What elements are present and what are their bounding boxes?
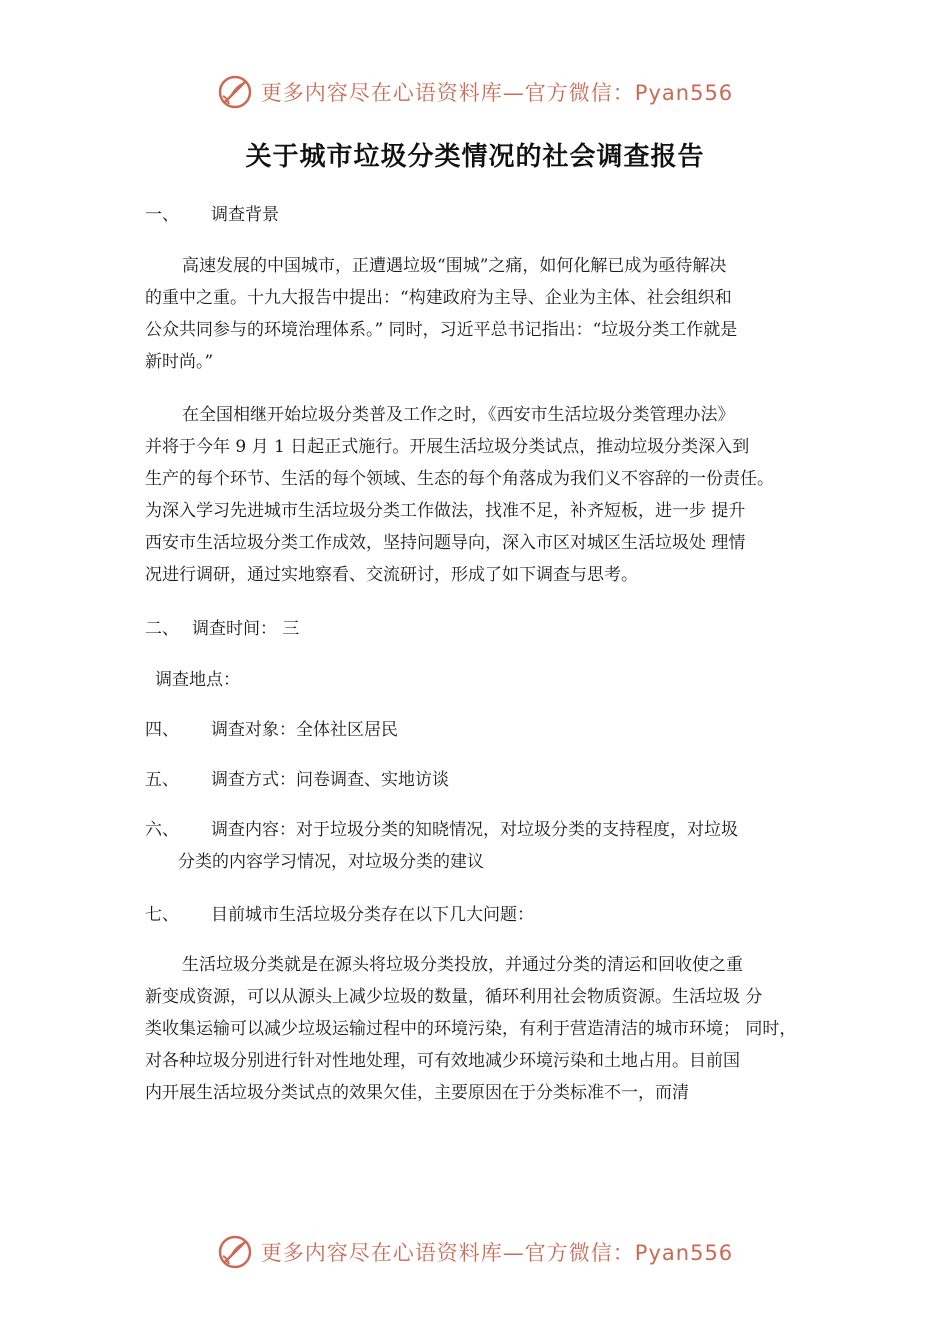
section-heading xyxy=(145,203,279,227)
section-title: 调查方式：问卷调查、实地访谈 xyxy=(211,770,449,790)
paragraph-line: 西安市生活垃圾分类工作成效，坚持问题导向，深入市区对城区生活垃圾处 理情 xyxy=(145,533,746,553)
paragraph-line: 公众共同参与的环境治理体系。” 同时，习近平总书记指出：“垃圾分类工作就是 xyxy=(145,320,738,340)
section-continuation: 分类的内容学习情况，对垃圾分类的建议 xyxy=(178,852,484,872)
section-title: 目前城市生活垃圾分类存在以下几大问题： xyxy=(211,905,534,925)
paragraph-line: 类收集运输可以减少垃圾运输过程中的环境污染，有利于营造清洁的城市环境； 同时， xyxy=(145,1019,797,1039)
page-title: 关于城市垃圾分类情况的社会调查报告 xyxy=(245,142,705,172)
paragraph-line: 内开展生活垃圾分类试点的效果欠佳，主要原因在于分类标准不一，而清 xyxy=(145,1083,689,1103)
paragraph-line: 高速发展的中国城市，正遭遇垃圾“围城”之痛，如何化解已成为亟待解决 xyxy=(182,256,727,276)
section-heading xyxy=(145,768,449,792)
quill-logo-icon xyxy=(217,74,253,110)
paragraph-line: 况进行调研，通过实地察看、交流研讨，形成了如下调查与思考。 xyxy=(145,565,638,585)
section-heading xyxy=(145,617,299,641)
section-title: 调查对象：全体社区居民 xyxy=(211,720,398,740)
section-heading xyxy=(155,668,240,692)
paragraph-line: 在全国相继开始垃圾分类普及工作之时，《西安市生活垃圾分类管理办法》 xyxy=(182,405,735,425)
paragraph-line: 并将于今年 9 月 1 日起正式施行。开展生活垃圾分类试点，推动垃圾分类深入到 xyxy=(145,437,750,457)
section-title: 调查时间： 三 xyxy=(192,619,300,639)
paragraph-line: 新时尚。” xyxy=(145,352,214,372)
section-number: 一、 xyxy=(145,205,179,225)
section-number: 五、 xyxy=(145,770,179,790)
section-number: 二、 xyxy=(145,619,179,639)
section-number: 四、 xyxy=(145,720,179,740)
paragraph-line: 生活垃圾分类就是在源头将垃圾分类投放，并通过分类的清运和回收使之重 xyxy=(182,955,743,975)
section-title: 调查地点： xyxy=(155,670,240,690)
watermark-text: 更多内容尽在心语资料库—官方微信：Pyan556 xyxy=(260,81,734,105)
section-heading xyxy=(145,818,738,842)
section-title: 调查内容：对于垃圾分类的知晓情况，对垃圾分类的支持程度，对垃圾 xyxy=(211,820,738,840)
section-number: 七、 xyxy=(145,905,179,925)
paragraph-line: 对各种垃圾分别进行针对性地处理，可有效地减少环境污染和土地占用。目前国 xyxy=(145,1051,740,1071)
section-heading xyxy=(145,718,398,742)
section-title: 调查背景 xyxy=(211,205,279,225)
section-number: 六、 xyxy=(145,820,179,840)
quill-logo-icon xyxy=(217,1234,253,1270)
section-heading xyxy=(145,903,534,927)
paragraph-line: 生产的每个环节、生活的每个领域、生态的每个角落成为我们义不容辞的一份责任。 xyxy=(145,469,774,489)
watermark-text: 更多内容尽在心语资料库—官方微信：Pyan556 xyxy=(260,1241,734,1265)
footer-watermark xyxy=(0,1230,950,1274)
header-watermark xyxy=(0,70,950,114)
paragraph-line: 新变成资源，可以从源头上减少垃圾的数量，循环利用社会物质资源。生活垃圾 分 xyxy=(145,987,763,1007)
paragraph-line: 的重中之重。十九大报告中提出：“构建政府为主导、企业为主体、社会组织和 xyxy=(145,288,732,308)
paragraph-line: 为深入学习先进城市生活垃圾分类工作做法，找准不足，补齐短板，进一步 提升 xyxy=(145,501,746,521)
